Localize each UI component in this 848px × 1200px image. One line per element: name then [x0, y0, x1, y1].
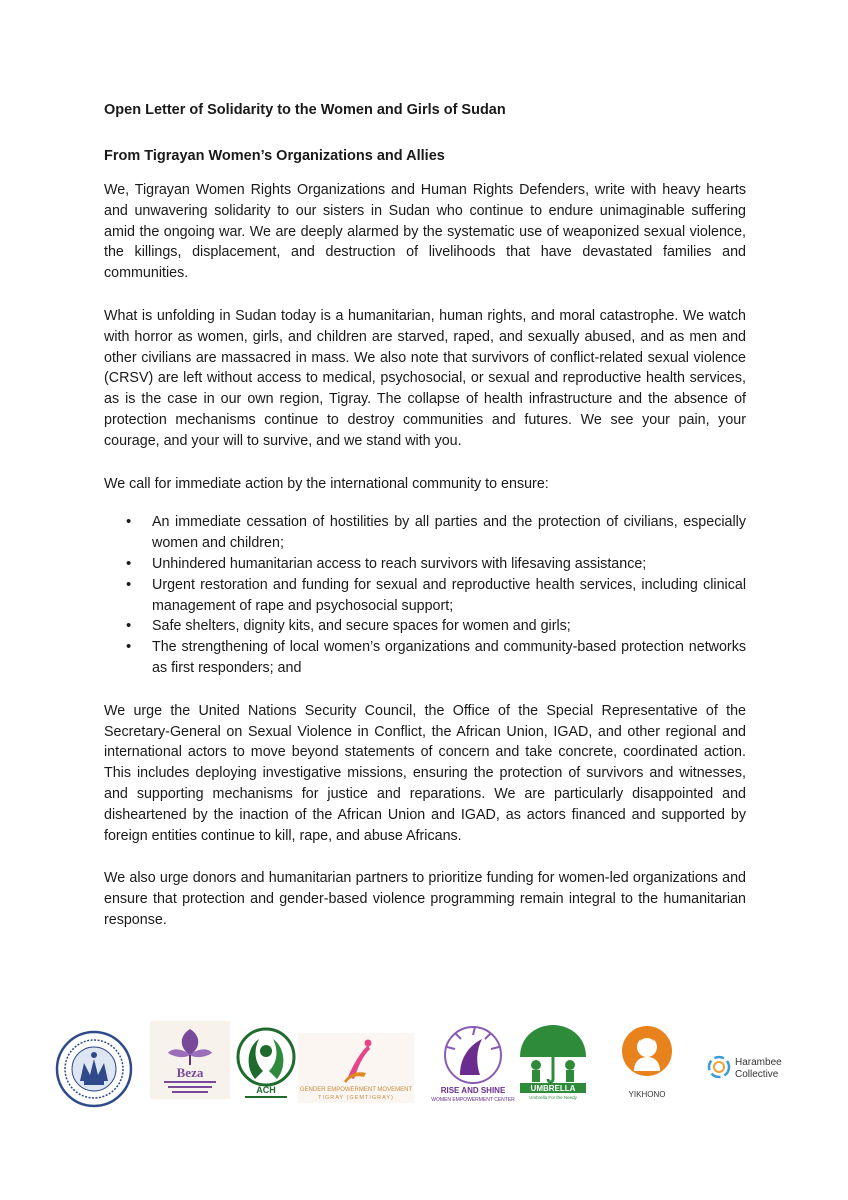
list-item: • An immediate cessation of hostilities by all parties and the protection of civilians, especially women and children;	[152, 512, 746, 554]
calls-list	[104, 512, 746, 678]
beza-logo	[150, 1021, 230, 1099]
umbrella-logo	[514, 1021, 592, 1101]
seal-logo	[54, 1029, 134, 1109]
paragraph-catastrophe: What is unfolding in Sudan today is a humanitarian, human rights, and moral catastrophe. We watch with horror as women, girls, and children are starved, raped, and sexually abused, and as men and other civilians are massacred in mass. We also note that survivors of conflict-related sexual violence (CRSV) are left without access to medical, psychosocial, or sexual and reproductive health services, as is the case in our own region, Tigray. The collapse of health infrastructure and the absence of protection mechanisms continue to destroy communities and futures. We see your pain, your courage, and your will to survive, and we stand with you.	[104, 307, 746, 449]
rise-and-shine-logo	[430, 1021, 516, 1105]
paragraph-urge-donors: We also urge donors and humanitarian partners to prioritize funding for women-led organizations and ensure that protection and gender-based violence programming remain integral to the humanitarian response.	[104, 870, 746, 928]
gemtigray-logo	[298, 1033, 414, 1103]
list-item: • Urgent restoration and funding for sexual and reproductive health services, including clinical management of rape and psychosocial support;	[152, 575, 746, 617]
list-item: • Safe shelters, dignity kits, and secure spaces for women and girls;	[152, 616, 746, 637]
paragraph-call-intro: We call for immediate action by the international community to ensure:	[104, 475, 549, 492]
paragraph-urge-un: We urge the United Nations Security Council, the Office of the Special Representative of the Secretary-General on Sexual Violence in Conflict, the African Union, IGAD, and other regional and international actors to move beyond statements of concern and take concrete, coordinated action. This includes deploying investigative missions, ensuring the protection of survivors and witnesses, and supporting mechanisms for justice and reparations. We are particularly disappointed and disheartened by the inaction of the African Union and IGAD, as actors financed and supported by foreign entities continue to kill, rape, and abuse Africans.	[104, 702, 746, 844]
letter-subtitle: From Tigrayan Women’s Organizations and Allies	[104, 148, 445, 164]
beza-name: Beza	[176, 1065, 204, 1080]
harambee-line2: Collective	[735, 1069, 779, 1080]
ach-name: ACH	[256, 1085, 276, 1095]
paragraph-intro: We, Tigrayan Women Rights Organizations and Human Rights Defenders, write with heavy hearts and unwavering solidarity to our sisters in Sudan who continue to endure unimaginable suffering amid the ongoing war. We are deeply alarmed by the systematic use of weaponized sexual violence, the killings, displacement, and destruction of livelihoods that have devastated families and communities.	[104, 182, 746, 282]
letter-body	[104, 100, 746, 953]
umbrella-tagline: Umbrella For the Needy	[529, 1095, 577, 1100]
gemtigray-line2: TIGRAY (GEMTIGRAY)	[318, 1095, 394, 1101]
yikhono-logo	[616, 1021, 678, 1101]
umbrella-name: UMBRELLA	[530, 1084, 576, 1093]
letter-title: Open Letter of Solidarity to the Women and Girls of Sudan	[104, 102, 506, 118]
harambee-line1: Harambee	[735, 1057, 782, 1068]
rise-and-shine-line1: RISE AND SHINE	[440, 1086, 506, 1095]
yikhono-name: YIKHONO	[628, 1090, 666, 1099]
list-item: • Unhindered humanitarian access to reach survivors with lifesaving assistance;	[152, 554, 746, 575]
partner-logos	[50, 1015, 810, 1115]
harambee-logo	[705, 1049, 805, 1085]
gemtigray-line1: GENDER EMPOWERMENT MOVEMENT	[299, 1087, 413, 1093]
rise-and-shine-line2: WOMEN EMPOWERMENT CENTER	[431, 1097, 515, 1103]
list-item: • The strengthening of local women’s organizations and community-based protection networks as first responders; and	[152, 637, 746, 679]
ach-logo	[233, 1027, 299, 1101]
